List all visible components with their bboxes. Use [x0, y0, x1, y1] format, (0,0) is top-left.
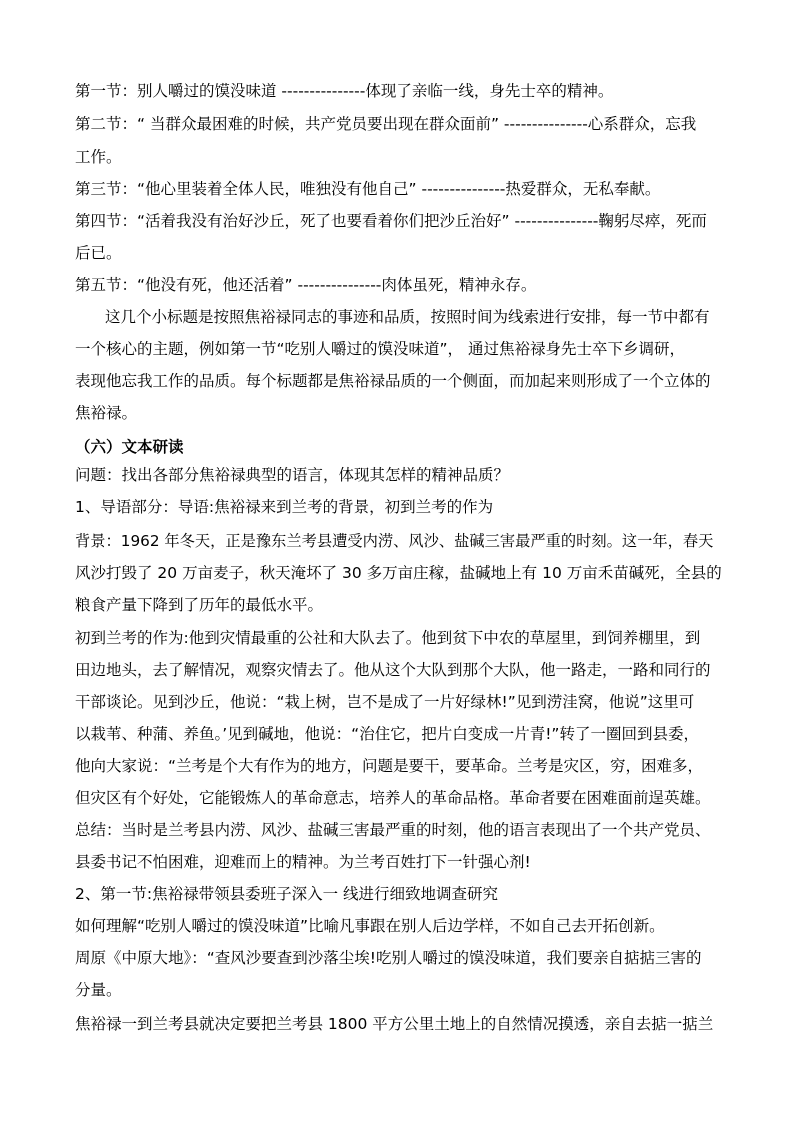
section-two-summary: 第二节：“ 当群众最困难的时候，共产党员要出现在群众面前” ---------------心系群众，忘我 [75, 115, 697, 133]
section-five-summary: 第五节：“他没有死，他还活着” ---------------肉体虽死，精神永存。 [75, 276, 537, 294]
paragraph-line: 焦裕禄。 [75, 404, 138, 422]
paragraph-line: 风沙打毁了 20 万亩麦子，秋天淹坏了 30 多万亩庄稼，盐碱地上有 10 万亩禾苗碱死，全县的 [75, 564, 722, 582]
paragraph-line: 他向大家说：“兰考是个大有作为的地方，问题是要干，要革命。兰考是灾区，穷，困难多， [75, 757, 704, 775]
section-heading: （六）文本研读 [75, 438, 184, 456]
paragraph-line: 县委书记不怕困难，迎难而上的精神。为兰考百姓打下一针强心剂! [75, 853, 531, 871]
paragraph-line: 初到兰考的作为:他到灾情最重的公社和大队去了。他到贫下中农的草屋里，到饲养棚里，到 [75, 629, 701, 647]
paragraph-line: 但灾区有个好处，它能锻炼人的革命意志，培养人的革命品格。革命者要在困难面前逞英雄。 [75, 789, 711, 807]
paragraph-line: 分量。 [75, 981, 122, 999]
paragraph-line: 田边地头，去了解情况，观察灾情去了。他从这个大队到那个大队，他一路走，一路和同行的 [75, 661, 711, 679]
paragraph-line: 这几个小标题是按照焦裕禄同志的事迹和品质，按照时间为线索进行安排，每一节中都有 [105, 308, 710, 326]
paragraph-line: 一个核心的主题，例如第一节“吃别人嚼过的馍没味道”， 通过焦裕禄身先士卒下乡调研， [75, 340, 685, 358]
part-heading: 1、导语部分：导语:焦裕禄来到兰考的背景，初到兰考的作为 [75, 498, 494, 516]
part-heading: 2、第一节:焦裕禄带领县委班子深入一 线进行细致地调查研究 [75, 885, 499, 903]
paragraph-line: 如何理解“吃别人嚼过的馍没味道”比喻凡事跟在别人后边学样，不如自己去开拓创新。 [75, 917, 665, 935]
paragraph-line: 总结：当时是兰考县内涝、风沙、盐碱三害最严重的时刻，他的语言表现出了一个共产党员、 [75, 821, 711, 839]
section-three-summary: 第三节：“他心里装着全体人民，唯独没有他自己” ---------------热爱群众，无私奉献。 [75, 180, 661, 198]
paragraph-line: 以栽苇、种蒲、养鱼。’见到碱地，他说：“治住它，把片白变成一片青!”转了一圈回到县委， [75, 725, 699, 743]
paragraph-line: 周原《中原大地》：“查风沙要查到沙落尘埃!吃别人嚼过的馍没味道，我们要亲自掂掂三害的 [75, 949, 702, 967]
paragraph-line: 表现他忘我工作的品质。每个标题都是焦裕禄品质的一个侧面，而加起来则形成了一个立体的 [75, 372, 711, 390]
section-four-summary-cont: 后已。 [75, 244, 122, 262]
section-four-summary: 第四节：“活着我没有治好沙丘，死了也要看着你们把沙丘治好” ---------------鞠躬尽瘁，死而 [75, 212, 707, 230]
question-line: 问题：找出各部分焦裕禄典型的语言，体现其怎样的精神品质？ [75, 466, 510, 484]
paragraph-line: 背景：1962 年冬天，正是豫东兰考县遭受内涝、风沙、盐碱三害最严重的时刻。这一年，春天 [75, 532, 714, 550]
paragraph-line: 焦裕禄一到兰考县就决定要把兰考县 1800 平方公里土地上的自然情况摸透，亲自去掂一掂兰 [75, 1015, 714, 1033]
paragraph-line: 粮食产量下降到了历年的最低水平。 [75, 596, 324, 614]
paragraph-line: 干部谈论。见到沙丘，他说：“栽上树，岂不是成了一片好绿林!”见到涝洼窝，他说”这里可 [75, 693, 695, 711]
section-two-summary-cont: 工作。 [75, 148, 122, 166]
section-one-summary: 第一节：别人嚼过的馍没味道 ---------------体现了亲临一线，身先士卒的精神。 [75, 82, 614, 100]
